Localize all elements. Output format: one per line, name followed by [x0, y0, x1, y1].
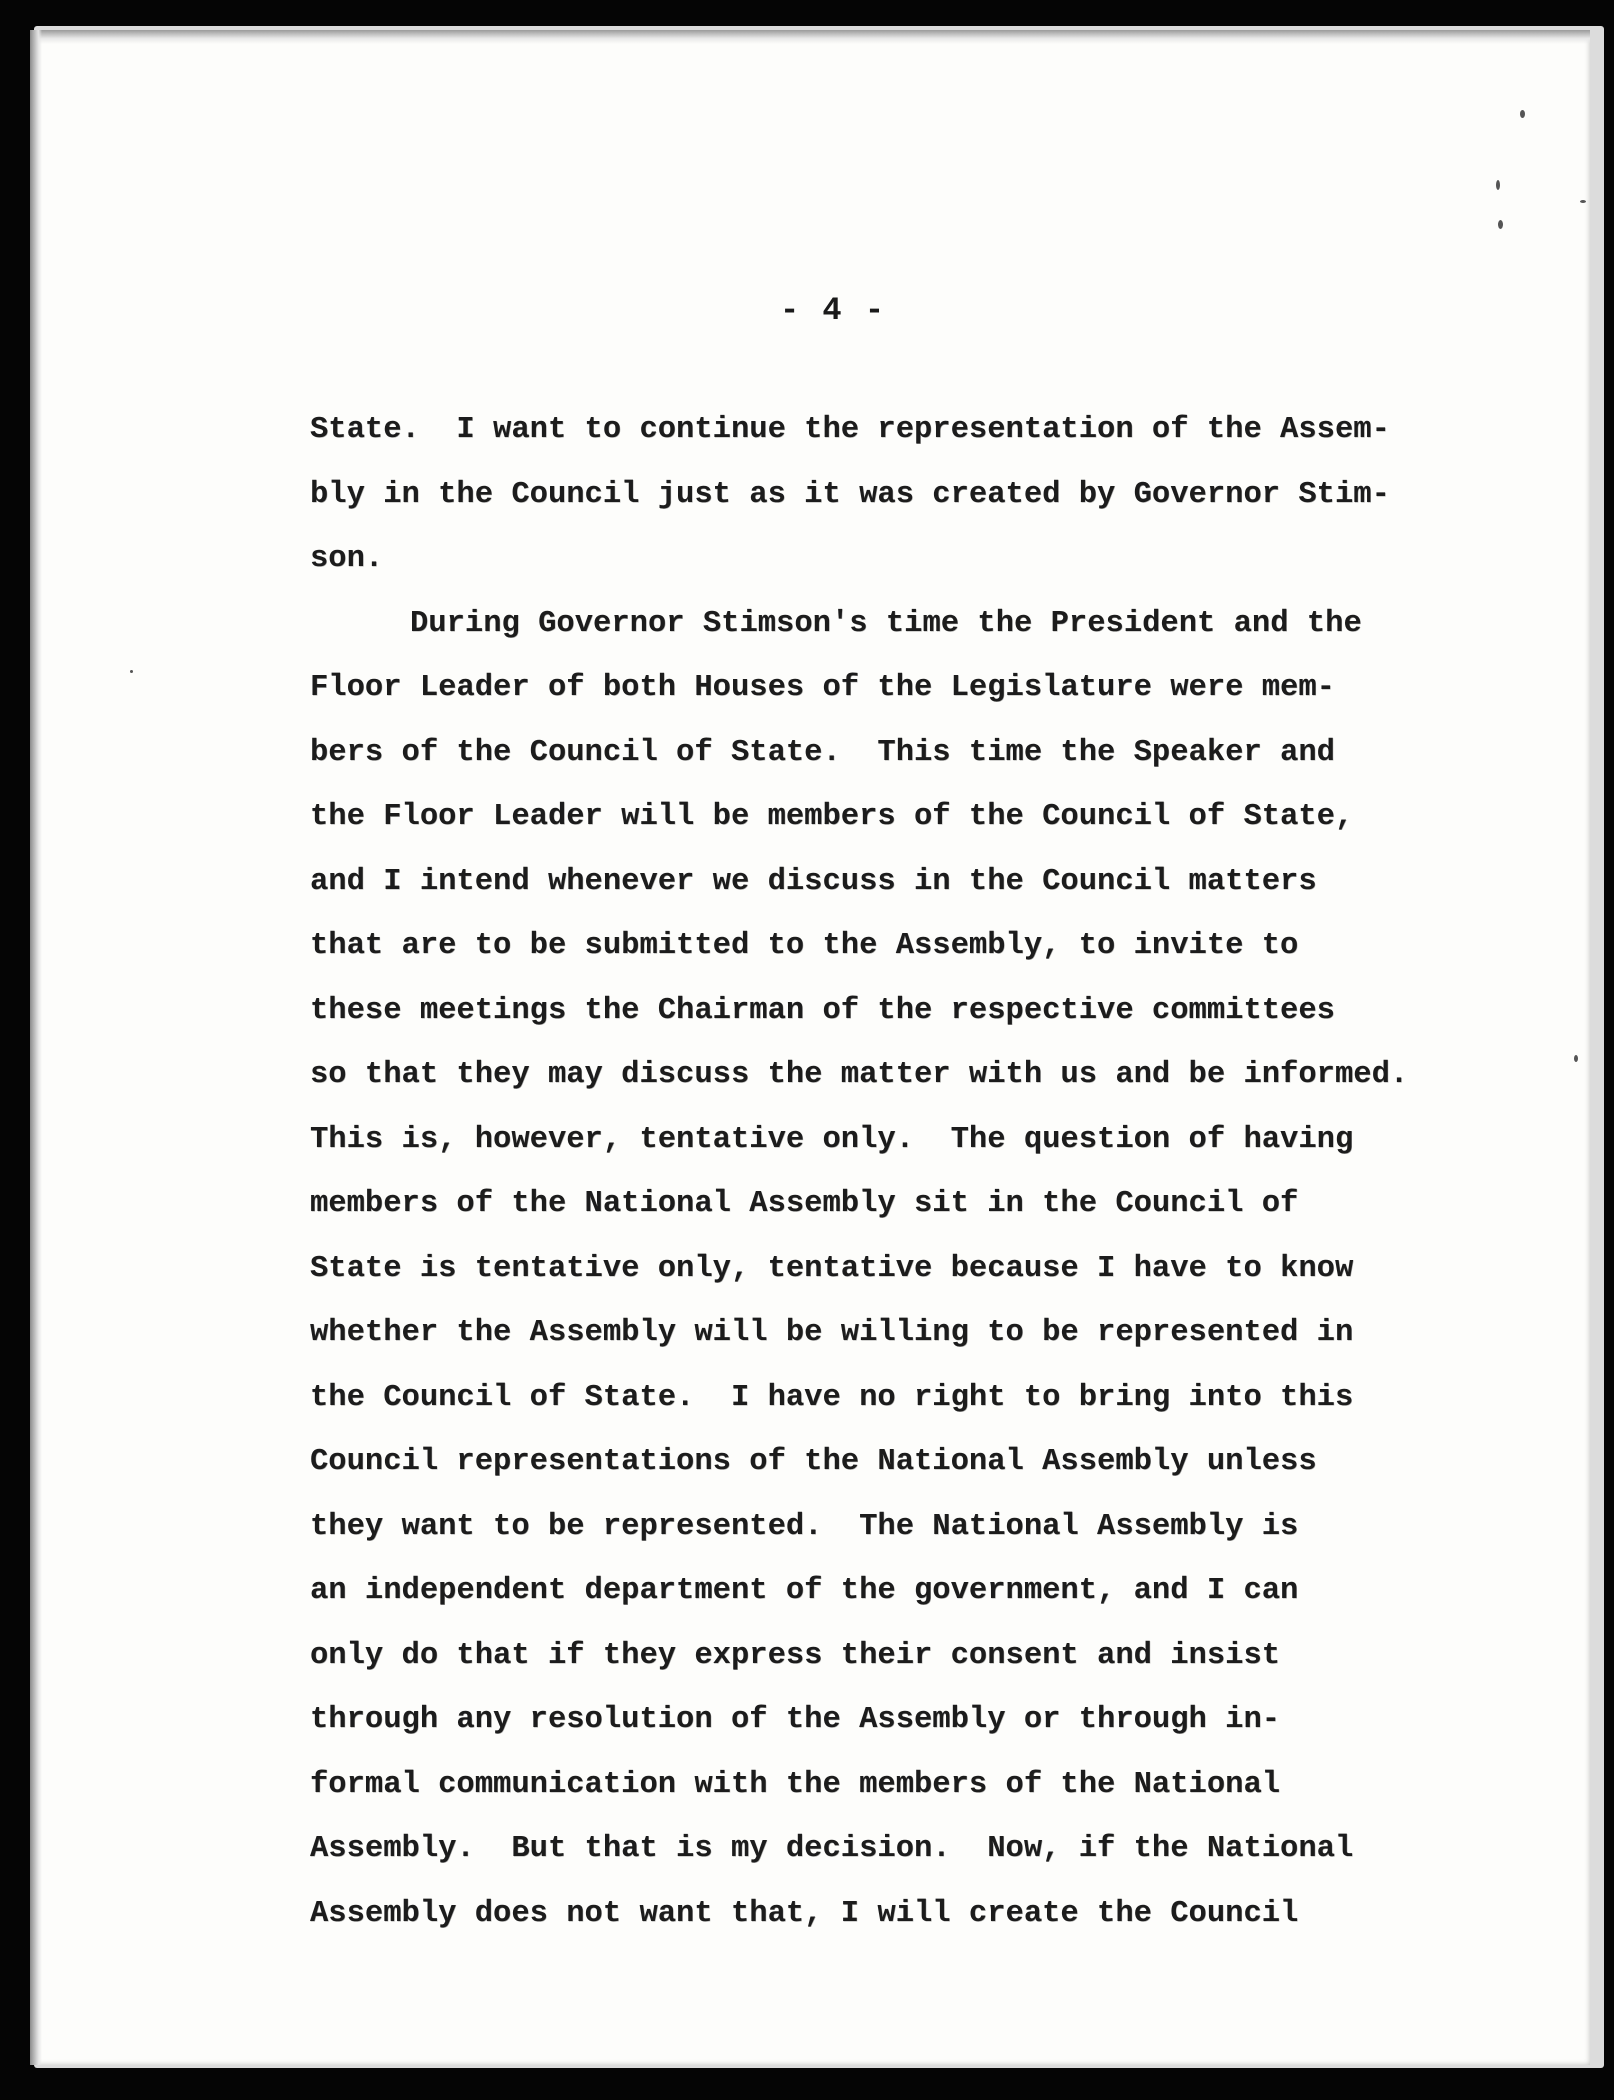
scan-speck	[1574, 1055, 1578, 1062]
text-line: the Council of State. I have no right to bring into this	[310, 1380, 1354, 1415]
text-line: Assembly does not want that, I will create the Council	[310, 1896, 1299, 1931]
text-line: This is, however, tentative only. The question of having	[310, 1122, 1354, 1157]
scan-speck	[130, 670, 133, 673]
scan-speck	[1520, 110, 1525, 118]
text-line: Council representations of the National Assembly unless	[310, 1445, 1317, 1479]
text-line: During Governor Stimson's time the President and the	[410, 606, 1362, 641]
text-line: so that they may discuss the matter with us and be informed.	[310, 1058, 1409, 1092]
text-line: formal communication with the members of the National	[310, 1767, 1281, 1802]
scan-speck	[1496, 180, 1500, 190]
text-line: only do that if they express their consent and insist	[310, 1638, 1281, 1673]
text-line: an independent department of the government, and I can	[310, 1574, 1299, 1608]
text-line: and I intend whenever we discuss in the Council matters	[310, 864, 1317, 899]
page-left-edge	[30, 30, 42, 2065]
document-body-text	[310, 398, 1490, 1946]
text-line: the Floor Leader will be members of the Council of State,	[310, 800, 1354, 834]
page-top-edge	[30, 30, 1590, 44]
text-line: that are to be submitted to the Assembly, to invite to	[310, 929, 1299, 963]
text-line: State. I want to continue the representation of the Assem-	[310, 413, 1390, 447]
text-line: bers of the Council of State. This time the Speaker and	[310, 735, 1335, 770]
scan-speck	[1498, 220, 1503, 229]
text-line: bly in the Council just as it was created by Governor Stim-	[310, 477, 1390, 512]
text-line: Assembly. But that is my decision. Now, if the National	[310, 1832, 1354, 1866]
text-line: through any resolution of the Assembly or through in-	[310, 1703, 1281, 1737]
text-line: Floor Leader of both Houses of the Legislature were mem-	[310, 671, 1335, 705]
text-line: these meetings the Chairman of the respective committees	[310, 993, 1335, 1028]
text-line: whether the Assembly will be willing to be represented in	[310, 1316, 1354, 1350]
scan-speck	[1580, 200, 1586, 203]
text-line: State is tentative only, tentative because I have to know	[310, 1251, 1354, 1286]
page-number: - 4 -	[780, 292, 887, 329]
text-line: they want to be represented. The National Assembly is	[310, 1509, 1299, 1544]
text-line: son.	[310, 542, 384, 576]
text-line: members of the National Assembly sit in the Council of	[310, 1187, 1299, 1221]
